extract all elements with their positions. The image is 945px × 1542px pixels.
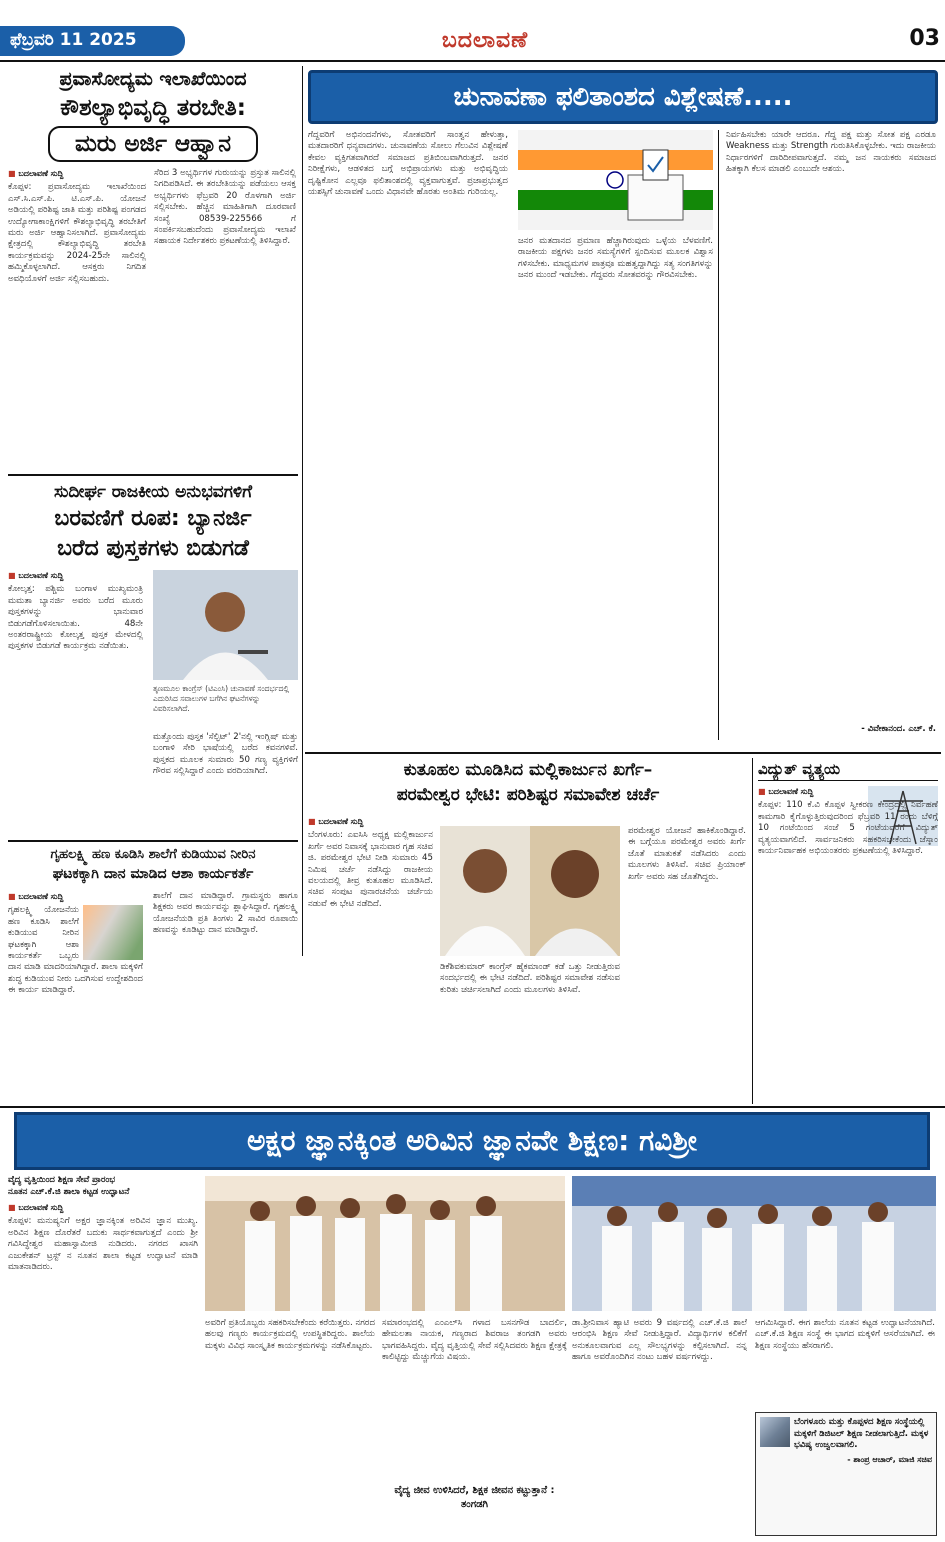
book-headline-2: ಬರವಣಿಗೆ ರೂಪ: ಬ್ಯಾನರ್ಜಿ: [54, 506, 252, 531]
tourism-headline-3: ಮರು ಅರ್ಜಿ ಆಹ್ವಾನ: [48, 126, 258, 162]
election-article: [308, 130, 938, 750]
event-photo-right: [572, 1176, 936, 1311]
event-photo-left: [205, 1176, 565, 1311]
quote-box-author: - ಶಾಂಪ್ರ ಆಚಾರ್, ಮಾಜಿ ಸಚಿವ: [847, 1454, 932, 1464]
asha-worker-photo: [83, 905, 143, 960]
kharge-byline: ■ ಬದಲಾವಣೆ ಸುದ್ದಿ: [308, 816, 433, 827]
gruhalakshmi-byline: ■ ಬದಲಾವಣೆ ಸುದ್ದಿ: [8, 891, 143, 902]
tourism-col1: ಕೊಪ್ಪಳ: ಪ್ರವಾಸೋದ್ಯಮ ಇಲಾಖೆಯಿಂದ ಎಸ್.ಸಿ.ಎಸ್.ಪಿ. ಟಿ.ಎಸ್.ಪಿ. ಯೋಜನೆ ಅಡಿಯಲ್ಲಿ ಪರಿಶಿಷ್ಟ ಜಾತಿ ಮತ್ತು ಪರಿಶಿಷ್ಟ ಪಂಗಡದ ಉದ್ಯೋಗಾಕಾಂಕ್ಷಿಗಳಿಗೆ ಕೌಶಲ್ಯಾಭಿವೃದ್ಧಿ ತರಬೇತಿಗೆ ಮರು ಅರ್ಜಿ ಆಹ್ವಾನಿಸಲಾಗಿದೆ. ಪ್ರವಾಸೋದ್ಯಮ ಕ್ಷೇತ್ರದಲ್ಲಿ ಕೌಶಲ್ಯಾಭಿವೃದ್ಧಿ ತರಬೇತಿ ಕಾರ್ಯಕ್ರಮವನ್ನು 2024-25ನೇ ಸಾಲಿನಲ್ಲಿ ಹಮ್ಮಿಕೊಳ್ಳಲಾಗಿದೆ. ಆಸಕ್ತರು ನಿಗದಿತ ಅವಧಿಯೊಳಗೆ ಅರ್ಜಿ ಸಲ್ಲಿಸಬಹುದು.: [8, 182, 146, 284]
book-byline: ■ ಬದಲಾವಣೆ ಸುದ್ದಿ: [8, 570, 143, 581]
education-col-left: [8, 1174, 198, 1538]
education-byline: ■ ಬದಲಾವಣೆ ಸುದ್ದಿ: [8, 1202, 198, 1213]
kharge-parameshwar-photo: [440, 826, 620, 956]
column-divider: [718, 130, 719, 740]
education-col3-wrap: [382, 1318, 567, 1538]
tourism-byline: ■ ಬದಲಾವಣೆ ಸುದ್ದಿ: [8, 168, 146, 179]
education-col2: ಅವರಿಗೆ ಪ್ರತಿಯೊಬ್ಬರು ಸಹಕರಿಸಬೇಕೆಂದು ಕರೆಯಿತ್ತರು. ನಗರದ ಹಲವು ಗಣ್ಯರು ಕಾರ್ಯಕ್ರಮದಲ್ಲಿ ಉಪಸ್ಥಿತರಿದ್ದರು. ಶಾಲೆಯ ಮಕ್ಕಳು ವಿವಿಧ ಸಾಂಸ್ಕೃತಿಕ ಕಾರ್ಯಕ್ರಮಗಳನ್ನು ನಡೆಸಿಕೊಟ್ಟರು.: [205, 1318, 375, 1351]
education-quote-line: ವೈದ್ಯ ಜೀವ ಉಳಿಸಿದರೆ, ಶಿಕ್ಷಕ ಜೀವನ ಕಟ್ಟುತ್ತಾನೆ : ತಂಗಡಗಿ: [394, 1485, 555, 1510]
election-col2: ಜನರ ಮತದಾನದ ಪ್ರಮಾಣ ಹೆಚ್ಚಾಗಿರುವುದು ಒಳ್ಳೆಯ ಬೆಳವಣಿಗೆ. ರಾಜಕೀಯ ಪಕ್ಷಗಳು ಜನರ ಸಮಸ್ಯೆಗಳಿಗೆ ಸ್ಪಂದಿಸುವ ಮೂಲಕ ವಿಶ್ವಾಸ ಗಳಿಸಬೇಕು. ಮಾಧ್ಯಮಗಳ ಪಾತ್ರವೂ ಮಹತ್ವದ್ದಾಗಿದ್ದು ಸತ್ಯ ಸಂಗತಿಗಳನ್ನು ಜನರ ಮುಂದೆ ಇಡಬೇಕು. ಗೆದ್ದವರು ಸೋತವರನ್ನು ಗೌರವಿಸಬೇಕು.: [518, 236, 713, 281]
kharge-col1: ಬೆಂಗಳೂರು: ಎಐಸಿಸಿ ಅಧ್ಯಕ್ಷ ಮಲ್ಲಿಕಾರ್ಜುನ ಖರ್ಗೆ ಅವರ ನಿವಾಸಕ್ಕೆ ಭಾನುವಾರ ಗೃಹ ಸಚಿವ ಜಿ. ಪರಮೇಶ್ವರ ಭೇಟಿ ನೀಡಿ ಸುಮಾರು 45 ನಿಮಿಷ ಚರ್ಚೆ ನಡೆಸಿದ್ದು ರಾಜಕೀಯ ವಲಯದಲ್ಲಿ ತೀವ್ರ ಕುತೂಹಲ ಮೂಡಿಸಿದೆ. ಸಚಿವ ಸಂಪುಟ ಪುನಾರಚನೆಯ ಚರ್ಚೆಯ ನಡುವೆ ಈ ಭೇಟಿ ನಡೆದಿದೆ.: [308, 830, 433, 909]
gruhalakshmi-col2: ಶಾಲೆಗೆ ದಾನ ಮಾಡಿದ್ದಾರೆ. ಗ್ರಾಮಸ್ಥರು ಹಾಗೂ ಶಿಕ್ಷಕರು ಅವರ ಕಾರ್ಯವನ್ನು ಶ್ಲಾಘಿಸಿದ್ದಾರೆ. ಗೃಹಲಕ್ಷ್ಮಿ ಯೋಜನೆಯಡಿ ಪ್ರತಿ ತಿಂಗಳು 2 ಸಾವಿರ ರೂಪಾಯಿ ಹಣವನ್ನು ಕೂಡಿಟ್ಟು ದಾನ ಮಾಡಿದ್ದಾರೆ.: [153, 891, 298, 936]
book-headline-1: ಸುದೀರ್ಘ ರಾಜಕೀಯ ಅನುಭವಗಳಿಗೆ: [53, 482, 253, 502]
section-rule: [8, 840, 298, 842]
tourism-article: [8, 66, 298, 486]
book-col2: ಮತ್ತೊಂದು ಪುಸ್ತಕ 'ಸೆಲ್ಫಿಟ್' 2'ನಲ್ಲಿ ಇಂಗ್ಲಿಷ್ ಮತ್ತು ಬಂಗಾಳಿ ಸೇರಿ ಭಾಷೆಯಲ್ಲಿ ಬರೆದ ಕವನಗಳಿವೆ. ಪುಸ್ತಕದ ಮೂಲಕ ಸುಮಾರು 50 ಗಣ್ಯ ವ್ಯಕ್ತಿಗಳಿಗೆ ಗೌರವ ಸಲ್ಲಿಸಿದ್ದಾರೆ ಎಂದು ವರದಿಯಾಗಿದೆ.: [153, 732, 298, 777]
mamata-photo: [153, 570, 298, 680]
education-col1: ಕೊಪ್ಪಳ: ಮನುಷ್ಯನಿಗೆ ಅಕ್ಷರ ಜ್ಞಾನಕ್ಕಿಂತ ಅರಿವಿನ ಜ್ಞಾನ ಮುಖ್ಯ. ಅರಿವಿನ ಶಿಕ್ಷಣ ದೊರೆತರೆ ಬದುಕು ಸಾರ್ಥಕವಾಗುತ್ತದೆ ಎಂದು ಶ್ರೀ ಗವಿಸಿದ್ಧೇಶ್ವರ ಮಹಾಸ್ವಾಮೀಜಿ ನುಡಿದರು. ನಗರದ ಖಾಸಗಿ ಎಜುಕೇಶನ್ ಟ್ರಸ್ಟ್ ನ ನೂತನ ಶಾಲಾ ಕಟ್ಟಡ ಉದ್ಘಾಟನೆ ಮಾಡಿ ಮಾತನಾಡಿದರು.: [8, 1216, 198, 1273]
quote-box: [755, 1412, 937, 1536]
kharge-col3: ಪರಮೇಶ್ವರ ಯೋಜನೆ ಹಾಕಿಕೊಂಡಿದ್ದಾರೆ. ಈ ಬಗ್ಗೆಯೂ ಪರಮೇಶ್ವರ ಅವರು ಖರ್ಗೆ ಜೊತೆ ಮಾತುಕತೆ ನಡೆಸಿದರು ಎಂದು ಮೂಲಗಳು ತಿಳಿಸಿವೆ. ಸಚಿವ ಪ್ರಿಯಾಂಕ್ ಖರ್ಗೆ ಅವರು ಸಹ ಜೊತೆಗಿದ್ದರು.: [628, 826, 746, 882]
education-sub-1: ವೈದ್ಯ ವೃತ್ತಿಯಿಂದ ಶಿಕ್ಷಣ ಸೇವೆ ಪ್ರಾರಂಭ: [8, 1175, 116, 1185]
education-col3: ಸಮಾರಂಭದಲ್ಲಿ ಎಂಎಲ್‌ಸಿ ಗಳಾದ ಬಸನಗೌಡ ಬಾದರ್ಲಿ, ಹೇಮಲತಾ ನಾಯಕ, ಗಣ್ಯರಾದ ಶಿವರಾಜ ತಂಗಡಗಿ ಅವರು ಭಾಗವಹಿಸಿದ್ದರು. ವೈದ್ಯ ವೃತ್ತಿಯಲ್ಲಿ ಸೇವೆ ಸಲ್ಲಿಸಿದವರು ಶಿಕ್ಷಣ ಕ್ಷೇತ್ರಕ್ಕೆ ಕಾಲಿಟ್ಟಿದ್ದು ಮೆಚ್ಚುಗೆಯ ವಿಷಯ.: [382, 1318, 567, 1363]
book-col1: ಕೋಲ್ಕತ್ತ: ಪಶ್ಚಿಮ ಬಂಗಾಳ ಮುಖ್ಯಮಂತ್ರಿ ಮಮತಾ ಬ್ಯಾನರ್ಜಿ ಅವರು ಬರೆದ ಮೂರು ಪುಸ್ತಕಗಳನ್ನು ಭಾನುವಾರ ಬಿಡುಗಡೆಗೊಳಿಸಲಾಯಿತು. 48ನೇ ಅಂತರರಾಷ್ಟ್ರೀಯ ಕೋಲ್ಕತ್ತ ಪುಸ್ತಕ ಮೇಳದಲ್ಲಿ ಪುಸ್ತಕಗಳ ಬಿಡುಗಡೆ ಕಾರ್ಯಕ್ರಮ ನಡೆಯಿತು.: [8, 584, 143, 652]
gruhalakshmi-headline-2: ಘಟಕಕ್ಕಾಗಿ ದಾನ ಮಾಡಿದ ಆಶಾ ಕಾರ್ಯಕರ್ತೆ: [52, 866, 254, 882]
kharge-headline-2: ಪರಮೇಶ್ವರ ಭೇಟಿ: ಪರಿಶಿಷ್ಟರ ಸಮಾವೇಶ ಚರ್ಚೆ: [396, 785, 660, 805]
tourism-headline-1: ಪ್ರವಾಸೋದ್ಯಮ ಇಲಾಖೆಯಿಂದ: [59, 68, 247, 90]
education-col5: ಆಗಮಿಸಿದ್ದಾರೆ. ಈಗ ಶಾಲೆಯ ನೂತನ ಕಟ್ಟಡ ಉದ್ಘಾಟನೆಯಾಗಿದೆ. ಎಚ್.ಕೆ.ಜಿ ಶಿಕ್ಷಣ ಸಂಸ್ಥೆ ಈ ಭಾಗದ ಮಕ್ಕಳಿಗೆ ಆಸರೆಯಾಗಿದೆ. ಈ ಶಿಕ್ಷಣ ಸಂಸ್ಥೆಯು ಹೆಸರಾಗಲಿ.: [755, 1318, 935, 1351]
gruhalakshmi-article: [8, 845, 298, 1103]
electricity-byline: ■ ಬದಲಾವಣೆ ಸುದ್ದಿ: [758, 786, 938, 797]
book-photo-caption: ತೃಣಮೂಲ ಕಾಂಗ್ರೆಸ್ (ಟಿಎಂಸಿ) ಚುನಾವಣೆ ಸಂದರ್ಭದಲ್ಲಿ ಎದುರಿಸಿದ ಸವಾಲುಗಳ ಬಗೆಗಿನ ಘಟನೆಗಳನ್ನು ವಿವರಿಸಲಾಗಿದೆ.: [153, 684, 290, 713]
electricity-article: [758, 758, 938, 1104]
electricity-body: ಕೊಪ್ಪಳ: 110 ಕೆ.ವಿ ಕೊಪ್ಪಳ ಸ್ವೀಕರಣ ಕೇಂದ್ರದಲ್ಲಿ ನಿರ್ವಹಣೆ ಕಾಮಗಾರಿ ಕೈಗೊಳ್ಳುತ್ತಿರುವುದರಿಂದ ಫೆಬ್ರವರಿ 11 ರಂದು ಬೆಳಿಗ್ಗೆ 10 ಗಂಟೆಯಿಂದ ಸಂಜೆ 5 ಗಂಟೆಯವರೆಗೆ ವಿದ್ಯುತ್ ವ್ಯತ್ಯಯವಾಗಲಿದೆ. ಸಾರ್ವಜನಿಕರು ಸಹಕರಿಸಬೇಕೆಂದು ಜೆಸ್ಕಾಂ ಕಾರ್ಯನಿರ್ವಾಹಕ ಅಭಿಯಂತರರು ಪ್ರಕಟಣೆಯಲ್ಲಿ ತಿಳಿಸಿದ್ದಾರೆ.: [758, 800, 938, 857]
column-divider: [302, 66, 303, 956]
section-rule: [8, 474, 298, 476]
quote-box-photo: [760, 1417, 790, 1447]
section-rule: [305, 752, 941, 754]
vote-illustration: [518, 130, 713, 230]
masthead: ಬದಲಾವಣೆ: [441, 28, 529, 53]
header-rule: [0, 60, 945, 62]
electricity-headline: ವಿದ್ಯುತ್ ವ್ಯತ್ಯಯ: [758, 758, 938, 781]
election-banner-title: ಚುನಾವಣಾ ಫಲಿತಾಂಶದ ವಿಶ್ಲೇಷಣೆ.....: [308, 70, 938, 124]
book-article: [8, 480, 298, 835]
education-banner-title: ಅಕ್ಷರ ಜ್ಞಾನಕ್ಕಿಂತ ಅರಿವಿನ ಜ್ಞಾನವೇ ಶಿಕ್ಷಣ: ಗವಿಶ್ರೀ: [14, 1112, 930, 1170]
quote-box-text: ಬೆಂಗಳೂರು ಮತ್ತು ಕೊಪ್ಪಳದ ಶಿಕ್ಷಣ ಸಂಸ್ಥೆಯಲ್ಲಿ ಮಕ್ಕಳಿಗೆ ಡಿಜಿಟಲ್ ಶಿಕ್ಷಣ ನೀಡಲಾಗುತ್ತಿದೆ. ಮಕ್ಕಳ ಭವಿಷ್ಯ ಉಜ್ವಲವಾಗಲಿ.: [794, 1417, 929, 1450]
section-rule: [0, 1106, 945, 1108]
book-headline-3: ಬರೆದ ಪುಸ್ತಕಗಳು ಬಿಡುಗಡೆ: [57, 536, 249, 561]
election-col1: ಗೆದ್ದವರಿಗೆ ಅಭಿನಂದನೆಗಳು, ಸೋತವರಿಗೆ ಸಾಂತ್ವನ ಹೇಳುತ್ತಾ, ಮತದಾರರಿಗೆ ಧನ್ಯವಾದಗಳು. ಚುನಾವಣೆಯ ಸೋಲು ಗೆಲುವಿನ ವಿಶ್ಲೇಷಣೆ ಕೇವಲ ವ್ಯಕ್ತಿಗತವಾಗಿರದೆ ಸಮಾಜದ ಪ್ರತಿಬಿಂಬವಾಗಿರುತ್ತದೆ. ಜನರ ನಿರೀಕ್ಷೆಗಳು, ಆಡಳಿತದ ಬಗ್ಗೆ ಅಭಿಪ್ರಾಯಗಳು ಮತ್ತು ಅಭಿವೃದ್ಧಿಯ ದೃಷ್ಟಿಕೋನ ಎಲ್ಲವೂ ಫಲಿತಾಂಶದಲ್ಲಿ ವ್ಯಕ್ತವಾಗುತ್ತವೆ. ಪ್ರಜಾಪ್ರಭುತ್ವದ ಯಶಸ್ಸಿಗೆ ಚುನಾವಣೆ ಒಂದು ವಿಧಾನವೇ ಹೊರತು ಅಂತಿಮ ಗುರಿಯಲ್ಲ.: [308, 130, 508, 198]
education-col4: ಡಾ.ಶ್ರೀನಿವಾಸ ಹ್ಯಾಟಿ ಅವರು 9 ವರ್ಷದಲ್ಲಿ ಎಚ್.ಕೆ.ಜಿ ಶಾಲೆ ಆರಂಭಿಸಿ ಶಿಕ್ಷಣ ಸೇವೆ ನೀಡುತ್ತಿದ್ದಾರೆ. ವಿದ್ಯಾರ್ಥಿಗಳ ಕಲಿಕೆಗೆ ಅನುಕೂಲವಾಗುವ ಎಲ್ಲ ಸೌಲಭ್ಯಗಳನ್ನು ಕಲ್ಪಿಸಲಾಗಿದೆ. ನನ್ನ ಹಾಗೂ ಅವರೊಂದಿಗಿನ ನಂಟು ಬಹಳ ವರ್ಷಗಳದ್ದು.: [572, 1318, 747, 1363]
column-divider: [752, 758, 753, 1104]
tourism-col2: ಸೆರಿದ 3 ಅಭ್ಯರ್ಥಿಗಳ ಗುರುಯನ್ನು ಪ್ರಸ್ತುತ ಸಾಲಿನಲ್ಲಿ ನಿಗದಿಪಡಿಸಿದೆ. ಈ ತರಬೇತಿಯನ್ನು ಪಡೆಯಲು ಆಸಕ್ತ ಅಭ್ಯರ್ಥಿಗಳು ಫೆಬ್ರವರಿ 20 ರೊಳಗಾಗಿ ಅರ್ಜಿ ಸಲ್ಲಿಸಬೇಕು. ಹೆಚ್ಚಿನ ಮಾಹಿತಿಗಾಗಿ ದೂರವಾಣಿ ಸಂಖ್ಯೆ 08539-225566 ಗೆ ಸಂಪರ್ಕಿಸಬಹುದೆಂದು ಪ್ರವಾಸೋದ್ಯಮ ಇಲಾಖೆ ಸಹಾಯಕ ನಿರ್ದೇಶಕರು ಪ್ರಕಟಣೆಯಲ್ಲಿ ತಿಳಿಸಿದ್ದಾರೆ.: [154, 168, 296, 247]
gruhalakshmi-headline-1: ಗೃಹಲಕ್ಷ್ಮಿ ಹಣ ಕೂಡಿಸಿ ಶಾಲೆಗೆ ಕುಡಿಯುವ ನೀರಿನ: [50, 847, 256, 862]
kharge-article: [308, 758, 748, 1104]
election-author: - ವಿವೇಕಾನಂದ. ಎಚ್. ಕೆ.: [861, 724, 936, 734]
kharge-col2: ಡಿಕೆಶಿವಕುಮಾರ್ ಕಾಂಗ್ರೆಸ್ ಹೈಕಮಾಂಡ್ ಕಡೆ ಒತ್ತು ನೀಡುತ್ತಿರುವ ಸಂದರ್ಭದಲ್ಲಿ ಈ ಭೇಟಿ ನಡೆದಿದೆ. ಪರಿಶಿಷ್ಟರ ಸಮಾವೇಶ ನಡೆಸುವ ಕುರಿತು ಚರ್ಚಿಸಲಾಗಿದೆ ಎಂದು ಮೂಲಗಳು ತಿಳಿಸಿವೆ.: [440, 962, 620, 995]
page-number: 03: [909, 26, 940, 51]
issue-date: ಫೆಬ್ರವರಿ 11 2025: [0, 26, 185, 56]
gruhalakshmi-col1: ಗೃಹಲಕ್ಷ್ಮಿ ಯೋಜನೆಯ ಹಣ ಕೂಡಿಸಿ ಶಾಲೆಗೆ ಕುಡಿಯುವ ನೀರಿನ ಘಟಕಕ್ಕಾಗಿ ಆಶಾ ಕಾರ್ಯಕರ್ತೆ ಒಬ್ಬರು ದಾನ ಮಾಡಿ ಮಾದರಿಯಾಗಿದ್ದಾರೆ. ಶಾಲಾ ಮಕ್ಕಳಿಗೆ ಶುದ್ಧ ಕುಡಿಯುವ ನೀರು ಒದಗಿಸುವ ಉದ್ದೇಶದಿಂದ ಈ ಕಾರ್ಯ ಮಾಡಿದ್ದಾರೆ.: [8, 905, 143, 996]
kharge-headline-1: ಕುತೂಹಲ ಮೂಡಿಸಿದ ಮಲ್ಲಿಕಾರ್ಜುನ ಖರ್ಗೆ–: [403, 760, 653, 780]
education-sub-2: ನೂತನ ಎಚ್.ಕೆ.ಜಿ ಶಾಲಾ ಕಟ್ಟಡ ಉದ್ಘಾಟನೆ: [8, 1187, 130, 1197]
tourism-headline-2: ಕೌಶಲ್ಯಾಭಿವೃದ್ಧಿ ತರಬೇತಿ:: [60, 95, 246, 121]
election-col3: ನಿರ್ವಹಿಸಬೇಕು ಯಾರೇ ಆದರೂ. ಗೆದ್ದ ಪಕ್ಷ ಮತ್ತು ಸೋತ ಪಕ್ಷ ಎರಡೂ Weakness ಮತ್ತು Strength ಗುರುತಿಸಿಕೊಳ್ಳಬೇಕು. ಇದು ರಾಜಕೀಯ ನಿರ್ಧಾರಗಳಿಗೆ ದಾರಿದೀಪವಾಗುತ್ತದೆ. ನಮ್ಮ ಜನ ನಾಯಕರು ಸಮಾಜದ ಹಿತಕ್ಕಾಗಿ ಕೆಲಸ ಮಾಡಲಿ ಎಂಬುದೇ ಆಶಯ.: [726, 130, 936, 175]
